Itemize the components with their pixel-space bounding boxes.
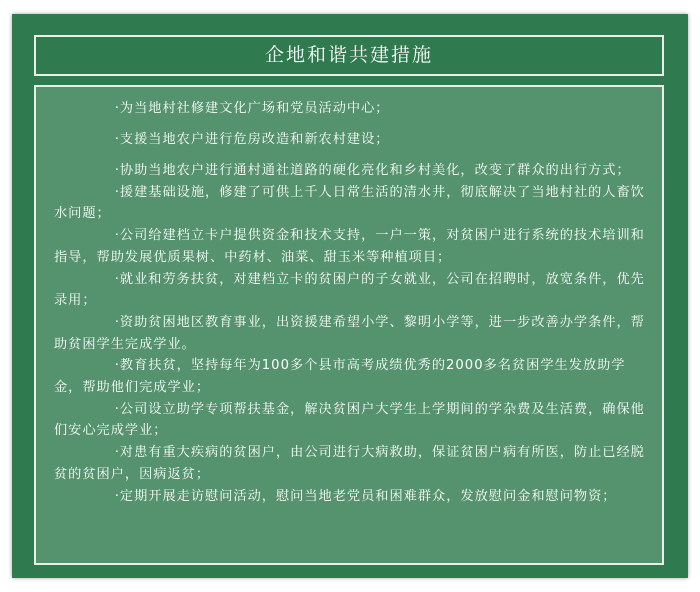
measures-panel [34,85,664,565]
measures-list [54,98,646,507]
green-board [12,14,688,578]
list-item: ·资助贫困地区教育事业，出资援建希望小学、黎明小学等，进一步改善办学条件，帮助贫困学生完成学业。 [54,314,645,352]
list-item: ·协助当地农户进行通村通社道路的硬化亮化和乡村美化，改变了群众的出行方式； [114,163,631,178]
list-item: ·定期开展走访慰问活动，慰问当地老党员和困难群众，发放慰问金和慰问物资； [114,488,617,504]
list-item: ·公司给建档立卡户提供资金和技术支持，一户一策，对贫困户进行系统的技术培训和指导，帮助发展优质果树、中药材、油菜、甜玉米等种植项目； [54,228,645,265]
page-title: 企地和谐共建措施 [34,35,664,76]
list-item: ·对患有重大疾病的贫困户，由公司进行大病救助，保证贫困户病有所医，防止已经脱贫的贫困户，因病返贫； [54,445,645,482]
list-item: ·教育扶贫，坚持每年为100多个县市高考成绩优秀的2000多名贫困学生发放助学金，帮助他们完成学业； [54,358,626,396]
list-item: ·支援当地农户进行危房改造和新农村建设； [114,132,390,147]
list-item: ·公司设立助学专项帮扶基金，解决贫困户大学生上学期间的学杂费及生活费，确保他们安心完成学业； [54,401,645,439]
list-item: ·就业和劳务扶贫，对建档立卡的贫困户的子女就业，公司在招聘时，放宽条件，优先录用； [54,271,645,309]
list-item: ·为当地村社修建文化广场和党员活动中心； [114,101,390,116]
list-item: ·援建基础设施，修建了可供上千人日常生活的清水井，彻底解决了当地村社的人畜饮水问题； [54,184,645,222]
